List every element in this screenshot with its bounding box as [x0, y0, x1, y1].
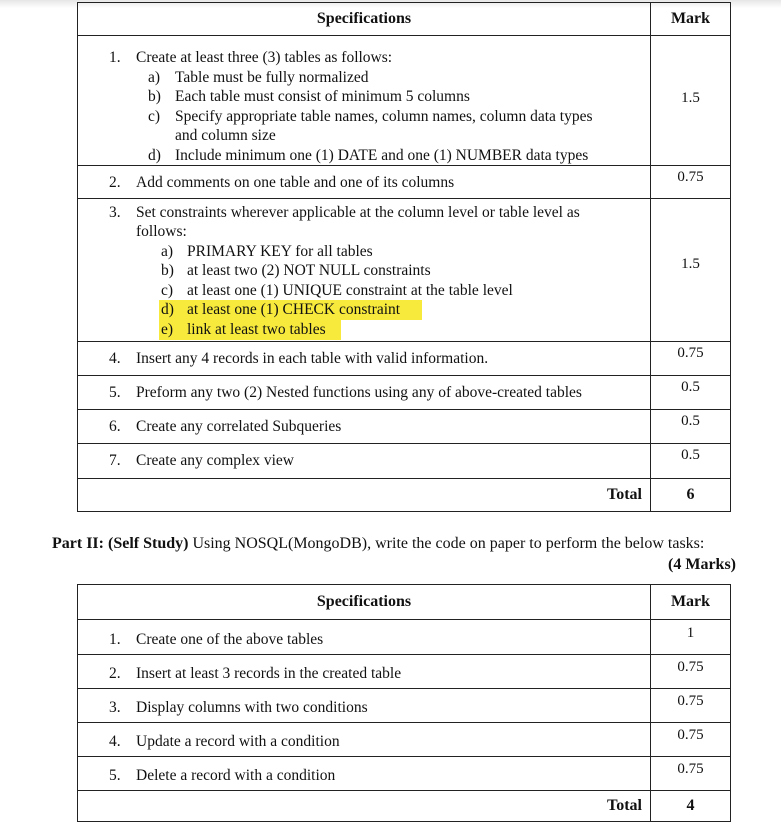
list-item: [78, 620, 650, 654]
specifications-table-1: [77, 2, 731, 512]
list-item: [78, 444, 650, 478]
part-description: Using NOSQL(MongoDB), write the code on paper to perform the below tasks:: [188, 535, 705, 552]
item-number: 2.: [109, 174, 121, 191]
sub-label: d): [148, 147, 161, 164]
mark-value: 0.5: [681, 413, 700, 429]
item-text: Add comments on one table and one of its columns: [136, 174, 455, 191]
item-text: Create one of the above tables: [136, 631, 324, 648]
item-number: 1.: [109, 631, 121, 648]
mark-value: 0.75: [677, 169, 704, 185]
part-title: Part II:: [52, 535, 104, 552]
mark-value: 0.75: [677, 761, 704, 777]
item-text: Display columns with two conditions: [136, 699, 368, 716]
mark-value: 1: [686, 625, 695, 641]
item-number: 7.: [109, 452, 121, 469]
total-value: 4: [651, 791, 731, 822]
mark-value: 0.75: [677, 727, 704, 743]
table-header-row: [78, 3, 731, 36]
item-number: 4.: [109, 733, 121, 750]
item-number: 1.: [109, 49, 121, 66]
mark-value: 1.5: [681, 90, 700, 106]
table-row: [78, 655, 731, 689]
item-text: Create any complex view: [136, 452, 294, 469]
header-mark: Mark: [651, 3, 731, 36]
item-text-continued: follows:: [136, 223, 187, 240]
table-row: [78, 757, 731, 791]
table-header-row: [78, 585, 731, 620]
header-specifications: Specifications: [78, 585, 651, 620]
part-two-instructions: [52, 534, 752, 554]
mark-value: 0.5: [681, 379, 700, 395]
list-item: [78, 342, 650, 375]
item-number: 6.: [109, 418, 121, 435]
sub-text-continued: and column size: [175, 127, 276, 144]
self-study-label: (Self Study): [107, 535, 189, 552]
list-item: [78, 723, 650, 756]
item-text: Create at least three (3) tables as follows:: [136, 49, 393, 66]
table-row: [78, 376, 731, 410]
list-item: [78, 376, 650, 409]
sub-text: Specify appropriate table names, column names, column data types: [175, 108, 593, 125]
sub-label: c): [148, 108, 161, 125]
mark-value: 0.75: [677, 659, 704, 675]
list-item: [78, 166, 650, 198]
item-number: 5.: [109, 767, 121, 784]
item-text: Preform any two (2) Nested functions using any of above-created tables: [136, 384, 582, 401]
table-row: [78, 166, 731, 199]
table-row: [78, 342, 731, 376]
item-text: Create any correlated Subqueries: [136, 418, 342, 435]
table-row: [78, 36, 731, 166]
mark-value: 1.5: [681, 256, 700, 272]
sub-text-highlighted: link at least two tables: [187, 321, 326, 338]
item-number: 2.: [109, 665, 121, 682]
total-label: Total: [78, 479, 651, 512]
total-row: [78, 791, 731, 822]
header-specifications: Specifications: [78, 3, 651, 36]
sub-text: at least one (1) UNIQUE constraint at the table level: [187, 282, 513, 299]
sub-text-highlighted: at least one (1) CHECK constraint: [187, 301, 401, 318]
table-row: [78, 689, 731, 723]
sub-label: b): [161, 262, 174, 279]
list-item: [78, 199, 650, 341]
table-row: [78, 620, 731, 655]
list-item: [78, 757, 650, 790]
sub-label: e): [161, 321, 174, 338]
item-number: 5.: [109, 384, 121, 401]
sub-text: PRIMARY KEY for all tables: [187, 243, 373, 260]
sub-text: at least two (2) NOT NULL constraints: [187, 262, 431, 279]
mark-value: 0.75: [677, 345, 704, 361]
total-label: Total: [78, 791, 651, 822]
item-number: 4.: [109, 350, 121, 367]
item-text: Insert any 4 records in each table with valid information.: [136, 350, 489, 367]
sub-label: c): [161, 282, 174, 299]
sub-label: b): [148, 88, 161, 105]
table-row: [78, 199, 731, 342]
header-mark: Mark: [651, 585, 731, 620]
mark-value: 0.75: [677, 693, 704, 709]
item-text: Update a record with a condition: [136, 733, 340, 750]
part-marks: (4 Marks): [668, 556, 736, 573]
table-row: [78, 444, 731, 479]
list-item: [78, 655, 650, 688]
table-row: [78, 723, 731, 757]
table-row: [78, 410, 731, 444]
sub-text: Each table must consist of minimum 5 columns: [175, 88, 470, 105]
mark-value: 0.5: [681, 447, 700, 463]
sub-label: d): [161, 301, 174, 318]
list-item: [78, 689, 650, 722]
item-number: 3.: [109, 204, 121, 221]
specifications-table-2: [77, 584, 731, 822]
sub-label: a): [148, 69, 161, 86]
sub-text: Include minimum one (1) DATE and one (1) NUMBER data types: [175, 147, 589, 164]
item-text: Insert at least 3 records in the created table: [136, 665, 402, 682]
sub-label: a): [161, 243, 174, 260]
sub-text: Table must be fully normalized: [175, 69, 369, 86]
item-text: Set constraints wherever applicable at the column level or table level as: [136, 204, 580, 221]
list-item: [78, 36, 650, 165]
item-number: 3.: [109, 699, 121, 716]
item-text: Delete a record with a condition: [136, 767, 336, 784]
total-row: [78, 479, 731, 512]
list-item: [78, 410, 650, 443]
total-value: 6: [651, 479, 731, 512]
